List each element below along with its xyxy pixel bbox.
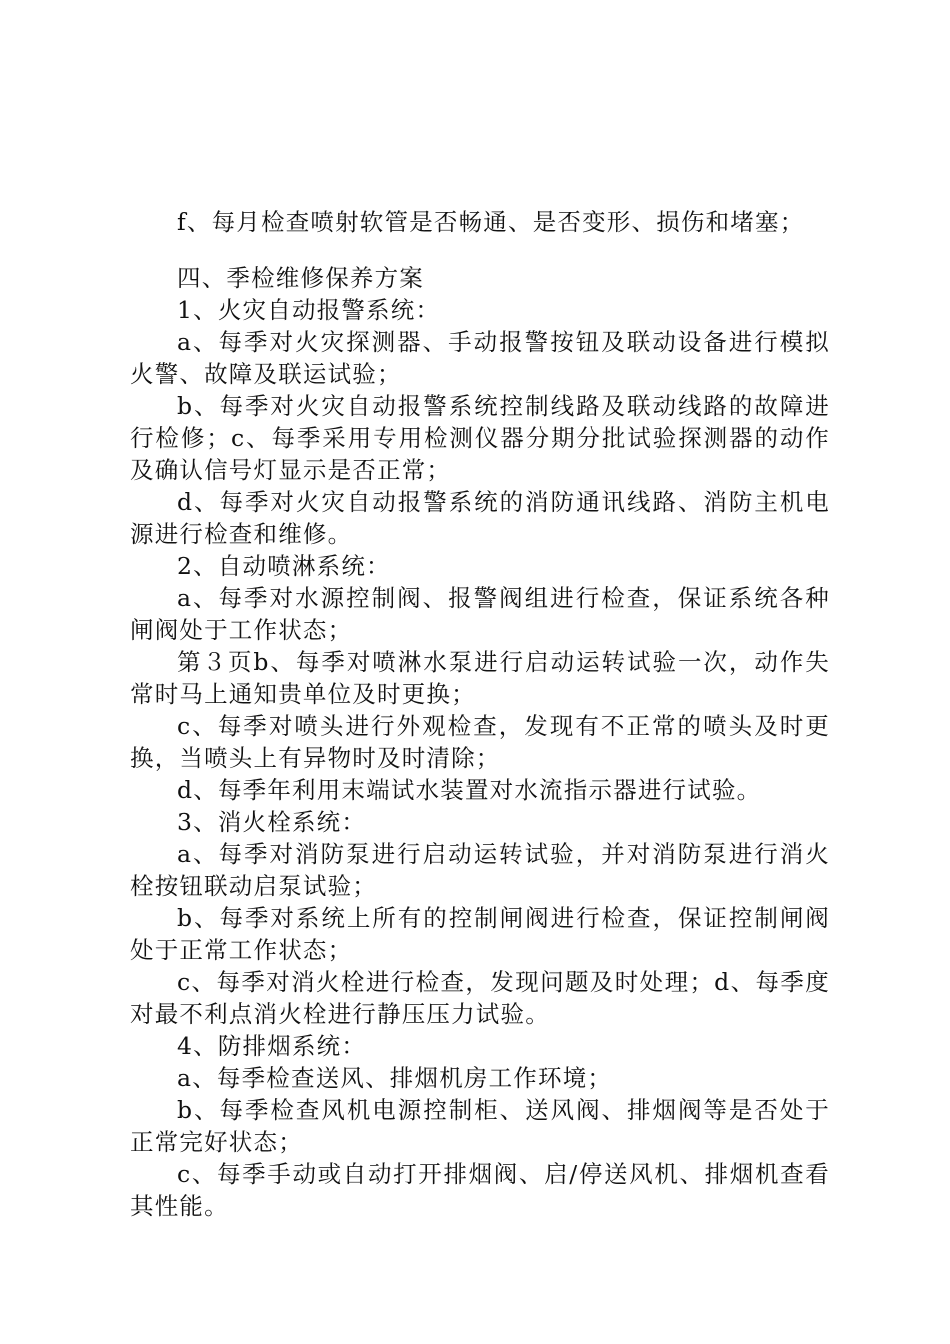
paragraph: b、每季检查风机电源控制柜、送风阀、排烟阀等是否处于正常完好状态； xyxy=(130,1096,830,1156)
paragraph: b、每季对系统上所有的控制闸阀进行检查，保证控制闸阀处于正常工作状态； xyxy=(130,904,830,964)
paragraph: d、每季年利用末端试水装置对水流指示器进行试验。 xyxy=(177,776,762,804)
subsection-heading: 1、火灾自动报警系统： xyxy=(177,296,441,324)
paragraph: a、每季对水源控制阀、报警阀组进行检查，保证系统各种闸阀处于工作状态； xyxy=(130,584,830,644)
paragraph-gap xyxy=(130,238,830,262)
paragraph: f、每月检查喷射软管是否畅通、是否变形、损伤和堵塞； xyxy=(177,208,805,236)
subsection-heading: 3、消火栓系统： xyxy=(177,808,367,836)
paragraph: a、每季检查送风、排烟机房工作环境； xyxy=(177,1064,613,1092)
subsection-heading: 4、防排烟系统： xyxy=(177,1032,367,1060)
paragraph: b、每季对火灾自动报警系统控制线路及联动线路的故障进行检修；c、每季采用专用检测仪器分期分批试验探测器的动作及确认信号灯显示是否正常； xyxy=(130,392,830,484)
subsection-heading: 2、自动喷淋系统： xyxy=(177,552,391,580)
paragraph: d、每季对火灾自动报警系统的消防通讯线路、消防主机电源进行检查和维修。 xyxy=(130,488,830,548)
document-body xyxy=(130,206,830,1222)
paragraph: c、每季对消火栓进行检查，发现问题及时处理；d、每季度对最不利点消火栓进行静压压力试验。 xyxy=(130,968,830,1028)
section-heading: 四、季检维修保养方案 xyxy=(177,264,424,292)
paragraph: c、每季手动或自动打开排烟阀、启/停送风机、排烟机查看其性能。 xyxy=(130,1160,830,1220)
paragraph: c、每季对喷头进行外观检查，发现有不正常的喷头及时更换，当喷头上有异物时及时清除； xyxy=(130,712,830,772)
paragraph: a、每季对火灾探测器、手动报警按钮及联动设备进行模拟火警、故障及联运试验； xyxy=(130,328,830,388)
paragraph: a、每季对消防泵进行启动运转试验，并对消防泵进行消火栓按钮联动启泵试验； xyxy=(130,840,830,900)
paragraph: 第３页b、每季对喷淋水泵进行启动运转试验一次，动作失常时马上通知贵单位及时更换； xyxy=(130,648,830,708)
